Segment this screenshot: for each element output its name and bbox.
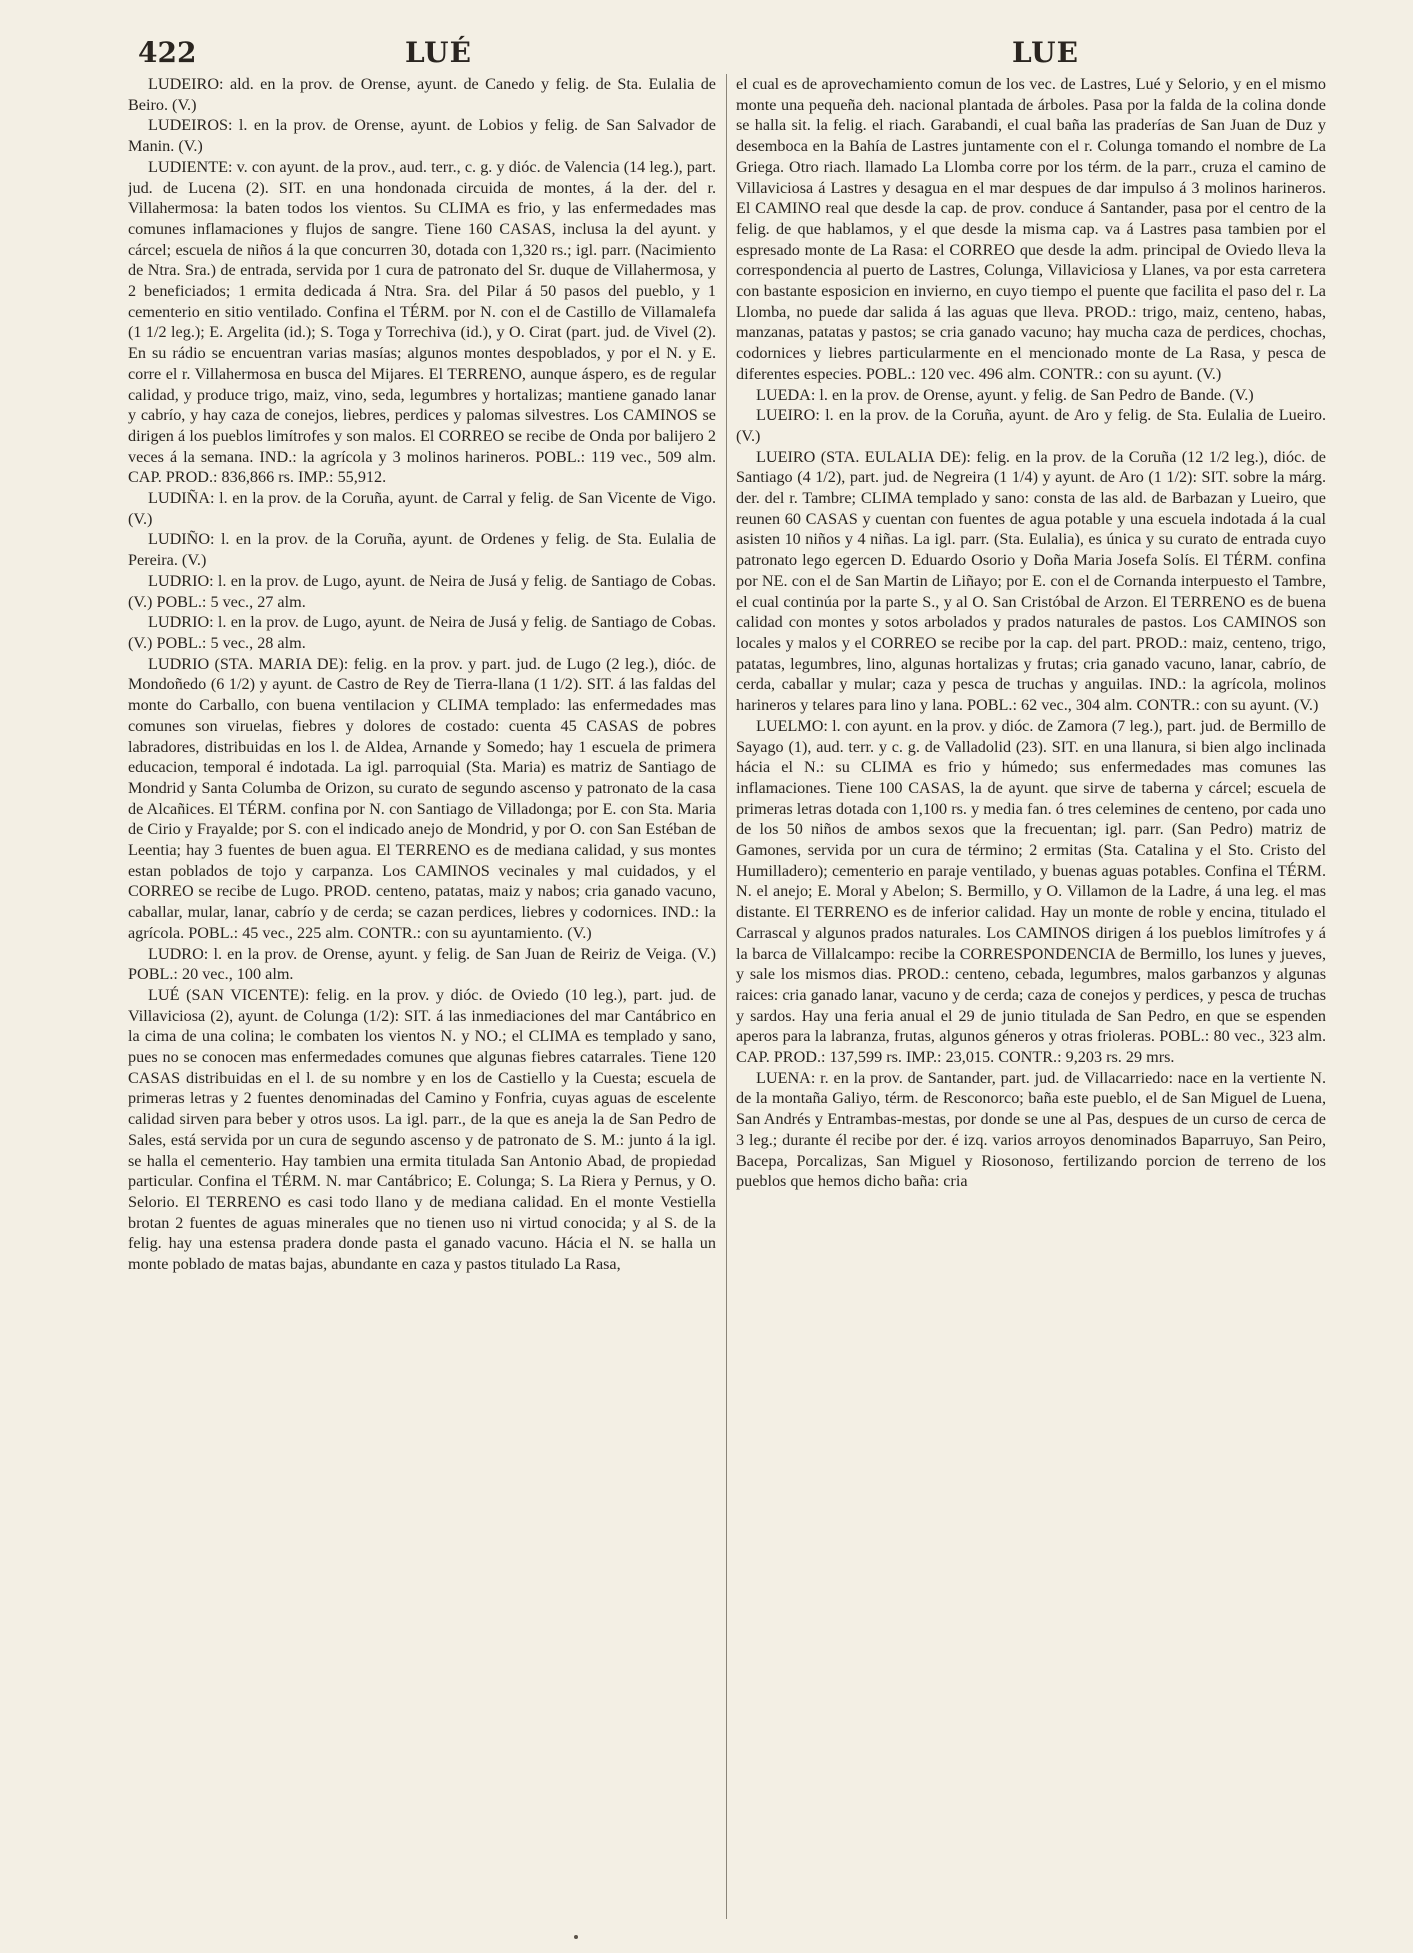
left-running-head: LUÉ <box>405 36 472 69</box>
entry-ludro: LUDRO: l. en la prov. de Orense, ayunt. y felig. de San Juan de Reiriz de Veiga. (V.) POBL.: 20 vec., 100 alm. <box>128 944 716 984</box>
entry-lue-san-vicente: LUÉ (SAN VICENTE): felig. en la prov. y dióc. de Oviedo (10 leg.), part. jud. de Villaviciosa (2), ayunt. de Colunga (1/2): SIT. á las inmediaciones del mar Cantábrico en la cima de una colina; le combaten los vientos N. y NO.; el CLIMA es templado y sano, pues no se conocen mas enfermedades comunes que algunas fiebres catarrales. Tiene 120 CASAS distribuidas en el l. de su nombre y en los de Castiello y la Cuesta; escuela de primeras letras y 2 fuentes denominadas del Camino y Fonfria, cuyas aguas de escelente calidad sirven para beber y otros usos. La igl. parr., de la que es aneja la de San Pedro de Sales, está servida por un cura de segundo ascenso y de patronato de S. M.: junto á la igl. se halla el cementerio. Hay tambien una ermita titulada San Antonio Abad, de propiedad particular. Confina el TÉRM. N. mar Cantábrico; E. Colunga; S. La Riera y Pernus, y O. Selorio. El TERRENO es casi todo llano y de mediana calidad. En el monte Vestiella brotan 2 fuentes de aguas minerales que no tienen uso ni virtud conocida; y al S. de la felig. hay una estensa pradera donde pasta el ganado vacuno. Hácia el N. se halla un monte poblado de matas bajas, abundante en caza y pastos titulado La Rasa, <box>128 985 716 1274</box>
left-column <box>128 74 716 1934</box>
right-column <box>736 74 1326 1934</box>
right-running-head: LUE <box>1012 36 1079 69</box>
entry-ludrio-sta-maria: LUDRIO (STA. MARIA DE): felig. en la prov. y part. jud. de Lugo (2 leg.), dióc. de Mondoñedo (6 1/2) y ayunt. de Castro de Rey de Tierra-llana (1 1/2). SIT. á las faldas del monte do Carballo, con buena ventilacion y CLIMA templado: las enfermedades mas comunes son viruelas, fiebres y dolores de costado: cuenta 45 CASAS de pobres labradores, distribuidas en los l. de Aldea, Arnande y Somedo; hay 1 escuela de primera educacion, temporal é indotada. La igl. parroquial (Sta. Maria) es matriz de Santiago de Mondrid y Santa Columba de Orizon, su curato de segundo ascenso y patronato de la casa de Alcañices. El TÉRM. confina por N. con Santiago de Villadonga; por E. con Sta. Maria de Cirio y Frayalde; por S. con el indicado anejo de Mondrid, y por O. con San Estéban de Leentia; hay 3 fuentes de buen agua. El TERRENO es de mediana calidad, y sus montes estan poblados de tojo y carpanza. Los CAMINOS vecinales y mal cuidados, y el CORREO se recibe de Lugo. PROD. centeno, patatas, maiz y nabos; cria ganado vacuno, caballar, mular, lanar, cabrío y de cerda; se cazan perdices, liebres y codornices. IND.: la agrícola. POBL.: 45 vec., 225 alm. CONTR.: con su ayuntamiento. (V.) <box>128 654 716 942</box>
entry-ludina: LUDIÑA: l. en la prov. de la Coruña, ayunt. de Carral y felig. de San Vicente de Vigo. (V.) <box>128 489 716 528</box>
page-number: 422 <box>138 36 197 69</box>
entry-lue-continued: el cual es de aprovechamiento comun de los vec. de Lastres, Lué y Selorio, y en el mismo monte una pequeña deh. nacional plantada de árboles. Pasa por la falda de la colina donde se halla sit. la felig. el riach. Garabandi, el cual baña las praderías de San Juan de Duz y desemboca en la Bahía de Lastres juntamente con el r. Colunga tomando el nombre de La Griega. Otro riach. llamado La Llomba corre por los térm. de la parr., cruza el camino de Villaviciosa á Lastres y desagua en el mar despues de dar impulso á 3 molinos harineros. El CAMINO real que desde la cap. de prov. conduce á Santander, pasa por el centro de la felig. de que hablamos, y el que desde la misma cap. va á Lastres pasa tambien por el espresado monte de La Rasa: el CORREO que desde la adm. principal de Oviedo lleva la correspondencia al puerto de Lastres, Colunga, Villaviciosa y Llanes, va por esta carretera con bastante esposicion en invierno, en cuyo tiempo el puente que facilita el paso del r. La Llomba, no puede dar salida á las aguas que lleva. PROD.: trigo, maiz, centeno, habas, manzanas, patatas y pastos; se cria ganado vacuno; hay mucha caza de perdices, chochas, codornices y liebres particularmente en el mencionado monte de La Rasa, y pesca de diferentes especies. POBL.: 120 vec. 496 alm. CONTR.: con su ayunt. (V.) <box>736 75 1326 383</box>
entry-lueiro: LUEIRO: l. en la prov. de la Coruña, ayunt. de Aro y felig. de Sta. Eulalia de Lueiro. (V.) <box>736 406 1326 445</box>
entry-ludrio-2: LUDRIO: l. en la prov. de Lugo, ayunt. de Neira de Jusá y felig. de Santiago de Cobas. (V.) POBL.: 5 vec., 28 alm. <box>128 613 716 652</box>
column-divider <box>726 74 727 1919</box>
entry-luena: LUENA: r. en la prov. de Santander, part. jud. de Villacarriedo: nace en la vertiente N. de la montaña Galiyo, térm. de Resconorco; baña este pueblo, el de San Miguel de Luena, San Andrés y Entrambas-mestas, por donde se une al Pas, despues de un curso de cerca de 3 leg.; durante él recibe por der. é izq. varios arroyos denominados Baparruyo, San Peiro, Bacepa, Porcalizas, San Miguel y Riosonoso, fertilizando porcion de terreno de los pueblos que hemos dicho baña: cria <box>736 1068 1326 1191</box>
entry-ludeiros: LUDEIROS: l. en la prov. de Orense, ayunt. de Lobios y felig. de San Salvador de Manin. (V.) <box>128 116 716 156</box>
entry-lueiro-sta-eulalia: LUEIRO (STA. EULALIA DE): felig. en la prov. de la Coruña (12 1/2 leg.), dióc. de Santiago (4 1/2), part. jud. de Negreira (1 1/4) y ayunt. de Aro (1 1/2): SIT. sobre la márg. der. del r. Tambre; CLIMA templado y sano: consta de las ald. de Barbazan y Lueiro, que reunen 60 CASAS y cuentan con fuentes de agua potable y una escuela indotada á la cual asisten 10 niños y 4 niñas. La igl. parr. (Sta. Eulalia), es única y su curato de entrada cuyo patronato lego egercen D. Eduardo Osorio y Doña Maria Josefa Solís. El TÉRM. confina por NE. con el de San Martin de Liñayo; por E. con el de Cornanda interpuesto el Tambre, el cual continúa por la parte S., y al O. San Cristóbal de Arzon. El TERRENO es de buena calidad con montes y sotos arbolados y prados naturales de pastos. Los CAMINOS son locales y malos y el CORREO se recibe por la cap. del part. PROD.: maiz, centeno, trigo, patatas, legumbres, lino, algunas hortalizas y frutas; cria ganado vacuno, lanar, cabrío, de cerda, caballar y mular; caza y pesca de truchas y anguilas. IND.: la agrícola, molinos harineros y telares para lino y lana. POBL.: 62 vec., 304 alm. CONTR.: con su ayunt. (V.) <box>736 447 1326 715</box>
ink-speck <box>574 1935 578 1939</box>
entry-ludeiro: LUDEIRO: ald. en la prov. de Orense, ayunt. de Canedo y felig. de Sta. Eulalia de Beiro. (V.) <box>128 75 716 114</box>
entry-ludino: LUDIÑO: l. en la prov. de la Coruña, ayunt. de Ordenes y felig. de Sta. Eulalia de Pereira. (V.) <box>128 530 716 570</box>
entry-ludrio-1: LUDRIO: l. en la prov. de Lugo, ayunt. de Neira de Jusá y felig. de Santiago de Cobas. (V.) POBL.: 5 vec., 27 alm. <box>128 571 716 611</box>
entry-ludiente: LUDIENTE: v. con ayunt. de la prov., aud. terr., c. g. y dióc. de Valencia (14 leg.), part. jud. de Lucena (2). SIT. en una hondonada circuida de montes, á la der. del r. Villahermosa: la baten todos los vientos. Su CLIMA es frio, y las enfermedades mas comunes inflamaciones y flujos de sangre. Tiene 160 CASAS, inclusa la del ayunt. y cárcel; escuela de niños á la que concurren 30, dotada con 1,320 rs.; igl. parr. (Nacimiento de Ntra. Sra.) de entrada, servida por 1 cura de patronato del Sr. duque de Villahermosa, y 2 beneficiados; 1 ermita dedicada á Ntra. Sra. del Pilar á 50 pasos del pueblo, y 1 cementerio en sitio ventilado. Confina el TÉRM. por N. con el de Castillo de Villamalefa (1 1/2 leg.); E. Argelita (id.); S. Toga y Torrechiva (id.), y O. Cirat (part. jud. de Vivel (2). En su rádio se encuentran varias masías; algunos montes despoblados, y por el N. y E. corre el r. Villahermosa en busca del Mijares. El TERRENO, aunque áspero, es de regular calidad, y produce trigo, maiz, vino, seda, legumbres y hortalizas; mantiene ganado lanar y cabrío, y hay caza de conejos, liebres, perdices y palomas silvestres. Los CAMINOS se dirigen á los pueblos limítrofes y son malos. El CORREO se recibe de Onda por balijero 2 veces á la semana. IND.: la agrícola y 3 molinos harineros. POBL.: 119 vec., 509 alm. CAP. PROD.: 836,866 rs. IMP.: 55,912. <box>128 157 716 487</box>
entry-luelmo: LUELMO: l. con ayunt. en la prov. y dióc. de Zamora (7 leg.), part. jud. de Bermillo de Sayago (1), aud. terr. y c. g. de Valladolid (23). SIT. en una llanura, si bien algo inclinada hácia el N.: su CLIMA es frio y húmedo; sus enfermedades mas comunes las inflamaciones. Tiene 100 CASAS, la de ayunt. que sirve de taberna y cárcel; escuela de primeras letras dotada con 1,100 rs. y media fan. ó tres celemines de centeno, por cada uno de los 50 niños de ambos sexos que la frecuentan; igl. parr. (San Pedro) matriz de Gamones, servida por un cura de término; 2 ermitas (Sta. Catalina y el Sto. Cristo del Humilladero); cementerio en paraje ventilado, y buenas aguas potables. Confina el TÉRM. N. el anejo; E. Moral y Abelon; S. Bermillo, y O. Villamon de la Ladre, á una leg. el mas distante. El TERRENO es de inferior calidad. Hay un monte de roble y encina, titulado el Carrascal y algunos prados naturales. Los CAMINOS dirigen á los pueblos limítrofes y á la barca de Villalcampo: recibe la CORRESPONDENCIA de Bermillo, los lunes y jueves, y sale los mismos dias. PROD.: centeno, cebada, legumbres, malos garbanzos y algunas raices: cria ganado lanar, vacuno y de cerda; caza de conejos y perdices, y pesca de truchas y sardos. Hay una feria anual el 29 de junio titulada de San Pedro, en que se espenden aperos para la labranza, frutas, algunos géneros y otras frioleras. POBL.: 80 vec., 323 alm. CAP. PROD.: 137,599 rs. IMP.: 23,015. CONTR.: 9,203 rs. 29 mrs. <box>736 716 1326 1067</box>
entry-lueda: LUEDA: l. en la prov. de Orense, ayunt. y felig. de San Pedro de Bande. (V.) <box>756 385 1254 404</box>
